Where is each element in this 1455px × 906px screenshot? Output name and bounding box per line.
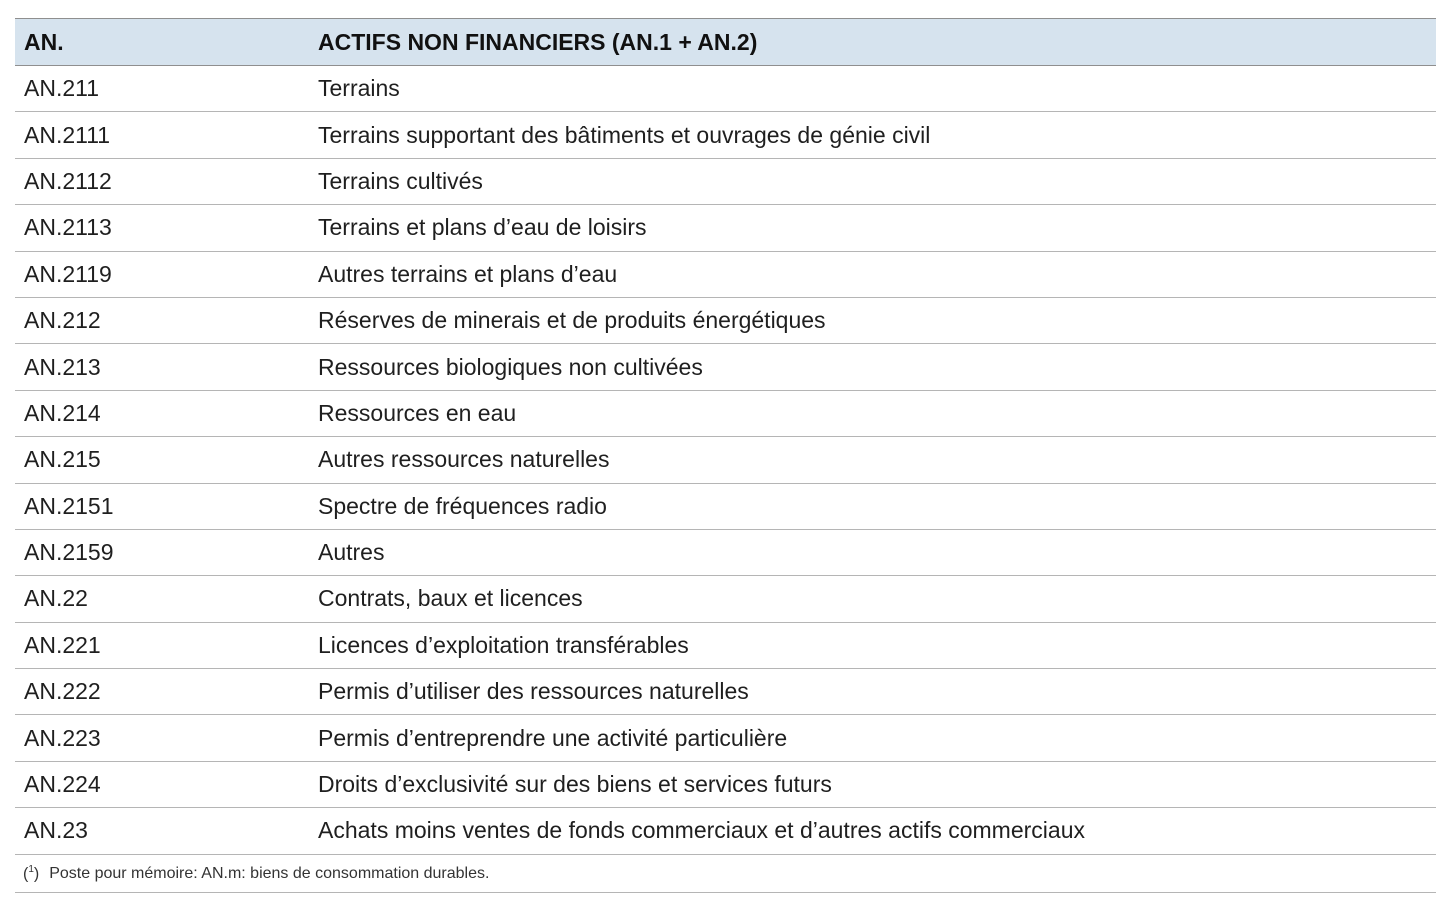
row-description: Permis d’entreprendre une activité particulière bbox=[309, 715, 1436, 761]
footnote-marker: ($^1$) bbox=[23, 863, 40, 883]
row-code: AN.215 bbox=[15, 437, 309, 483]
row-description: Ressources en eau bbox=[309, 390, 1436, 436]
table-row bbox=[15, 112, 1436, 158]
row-code: AN.2119 bbox=[15, 251, 309, 297]
header-description: ACTIFS NON FINANCIERS (AN.1 + AN.2) bbox=[309, 19, 1436, 66]
row-code: AN.222 bbox=[15, 669, 309, 715]
table-header-row bbox=[15, 19, 1436, 66]
table-row bbox=[15, 344, 1436, 390]
row-description: Ressources biologiques non cultivées bbox=[309, 344, 1436, 390]
row-code: AN.23 bbox=[15, 808, 309, 854]
table-row bbox=[15, 390, 1436, 436]
table-row bbox=[15, 669, 1436, 715]
assets-table-container bbox=[15, 18, 1436, 855]
table-row bbox=[15, 576, 1436, 622]
table-row bbox=[15, 808, 1436, 854]
row-code: AN.2112 bbox=[15, 158, 309, 204]
row-description: Terrains supportant des bâtiments et ouvrages de génie civil bbox=[309, 112, 1436, 158]
assets-table bbox=[15, 18, 1436, 855]
table-row bbox=[15, 715, 1436, 761]
table-row bbox=[15, 622, 1436, 668]
row-description: Réserves de minerais et de produits énergétiques bbox=[309, 297, 1436, 343]
row-description: Droits d’exclusivité sur des biens et services futurs bbox=[309, 761, 1436, 807]
row-code: AN.224 bbox=[15, 761, 309, 807]
footnote-text: Poste pour mémoire: AN.m: biens de consommation durables. bbox=[49, 864, 490, 882]
row-description: Spectre de fréquences radio bbox=[309, 483, 1436, 529]
row-code: AN.223 bbox=[15, 715, 309, 761]
table-row bbox=[15, 483, 1436, 529]
row-code: AN.212 bbox=[15, 297, 309, 343]
row-code: AN.211 bbox=[15, 66, 309, 112]
row-description: Terrains et plans d’eau de loisirs bbox=[309, 205, 1436, 251]
row-description: Autres terrains et plans d’eau bbox=[309, 251, 1436, 297]
row-code: AN.221 bbox=[15, 622, 309, 668]
table-row bbox=[15, 158, 1436, 204]
row-description: Achats moins ventes de fonds commerciaux et d’autres actifs commerciaux bbox=[309, 808, 1436, 854]
table-row bbox=[15, 761, 1436, 807]
table-row bbox=[15, 529, 1436, 575]
footnote bbox=[15, 855, 1436, 893]
row-code: AN.214 bbox=[15, 390, 309, 436]
table-row bbox=[15, 297, 1436, 343]
row-code: AN.2159 bbox=[15, 529, 309, 575]
row-description: Permis d’utiliser des ressources naturelles bbox=[309, 669, 1436, 715]
table-row bbox=[15, 251, 1436, 297]
row-description: Terrains bbox=[309, 66, 1436, 112]
table-row bbox=[15, 205, 1436, 251]
table-body bbox=[15, 66, 1436, 855]
row-code: AN.2111 bbox=[15, 112, 309, 158]
row-description: Terrains cultivés bbox=[309, 158, 1436, 204]
table-row bbox=[15, 66, 1436, 112]
row-code: AN.213 bbox=[15, 344, 309, 390]
header-code: AN. bbox=[15, 19, 309, 66]
row-code: AN.22 bbox=[15, 576, 309, 622]
row-description: Contrats, baux et licences bbox=[309, 576, 1436, 622]
row-description: Licences d’exploitation transférables bbox=[309, 622, 1436, 668]
row-description: Autres bbox=[309, 529, 1436, 575]
row-description: Autres ressources naturelles bbox=[309, 437, 1436, 483]
table-row bbox=[15, 437, 1436, 483]
row-code: AN.2151 bbox=[15, 483, 309, 529]
row-code: AN.2113 bbox=[15, 205, 309, 251]
